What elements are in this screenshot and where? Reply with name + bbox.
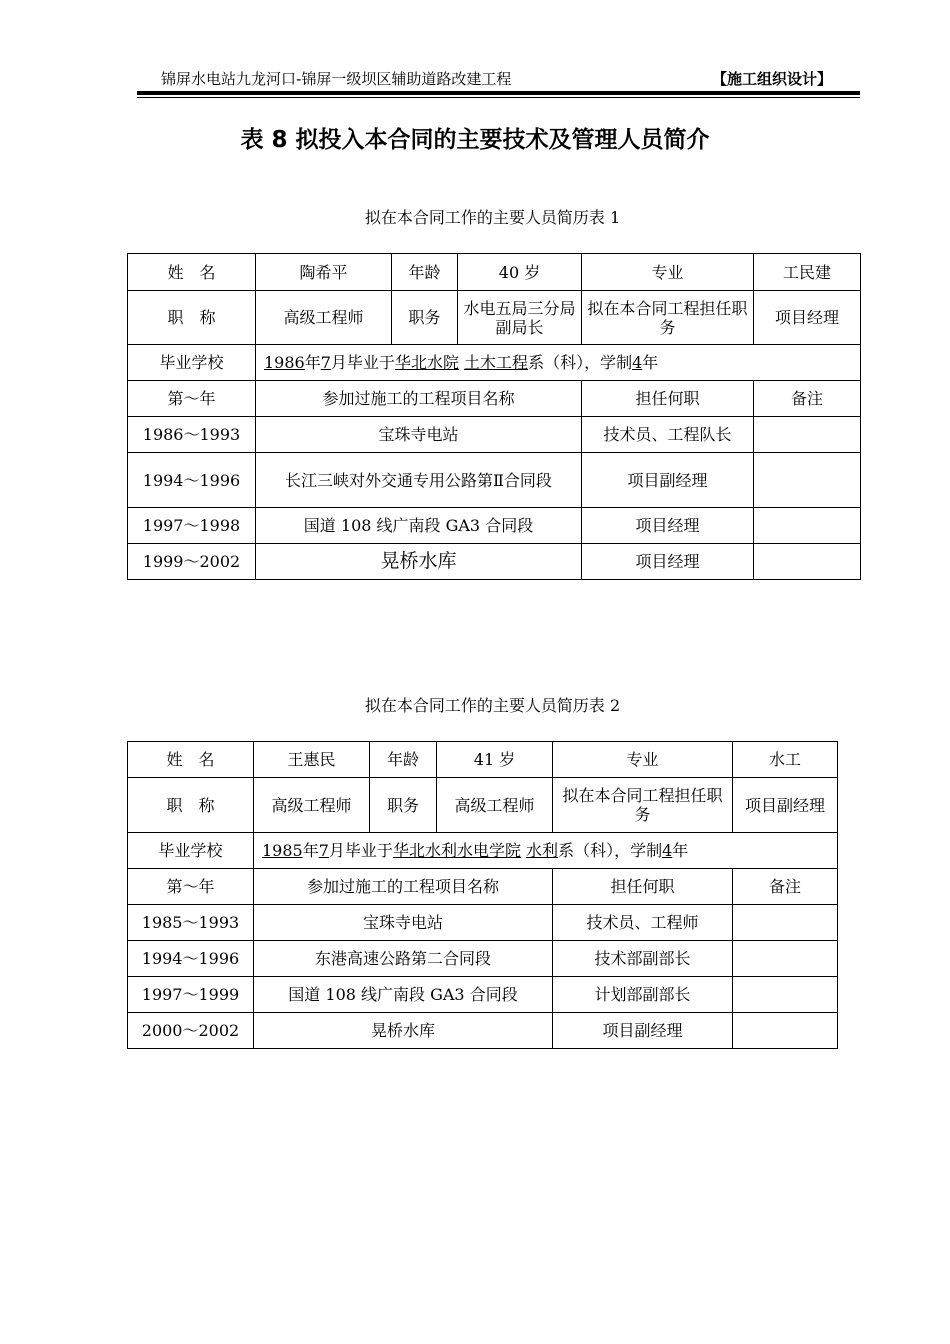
project-cell: 东港高速公路第二合同段 (254, 941, 553, 977)
project-cell: 晃桥水库 (256, 544, 582, 580)
role-cell: 技术员、工程队长 (582, 417, 754, 453)
page-header (137, 66, 860, 90)
table-row (128, 417, 861, 453)
role-header: 担任何职 (553, 869, 733, 905)
table-row (128, 291, 861, 345)
project-cell: 国道 108 线广南段 GA3 合同段 (254, 977, 553, 1013)
major-value: 工民建 (754, 254, 861, 291)
project-cell: 宝珠寺电站 (254, 905, 553, 941)
remark-header: 备注 (733, 869, 838, 905)
department: 土木工程 (464, 353, 529, 372)
title-value: 高级工程师 (256, 291, 392, 345)
planned-post-label: 拟在本合同工程担任职务 (553, 778, 733, 833)
table-row (128, 254, 861, 291)
role-cell: 项目副经理 (582, 453, 754, 508)
table-row (128, 869, 838, 905)
remark-cell (733, 941, 838, 977)
grad-month: 7 (318, 841, 329, 860)
table-row (128, 833, 838, 869)
role-cell: 项目经理 (582, 544, 754, 580)
header-rule-thick (137, 91, 860, 95)
project-cell: 国道 108 线广南段 GA3 合同段 (256, 508, 582, 544)
remark-cell (754, 453, 861, 508)
post-value: 高级工程师 (437, 778, 553, 833)
remark-cell (733, 1013, 838, 1049)
table-row (128, 977, 838, 1013)
remark-cell (733, 905, 838, 941)
project-header: 参加过施工的工程项目名称 (256, 381, 582, 417)
table-row (128, 905, 838, 941)
planned-post-value: 项目经理 (754, 291, 861, 345)
table-row (128, 742, 838, 778)
planned-post-label: 拟在本合同工程担任职务 (582, 291, 754, 345)
page-title: 表 8 拟投入本合同的主要技术及管理人员简介 (240, 127, 710, 153)
study-length: 4 (632, 353, 643, 372)
grad-year: 1986 (264, 353, 305, 372)
grad-year: 1985 (262, 841, 303, 860)
remark-cell (733, 977, 838, 1013)
education-info: 1986年7月毕业于华北水院 土木工程系（科），学制4年 (256, 345, 861, 381)
table-row (128, 453, 861, 508)
major-label: 专业 (582, 254, 754, 291)
role-cell: 计划部副部长 (553, 977, 733, 1013)
period-cell: 1986～1993 (128, 417, 256, 453)
period-cell: 1997～1999 (128, 977, 254, 1013)
table-row (128, 1013, 838, 1049)
name-value: 陶希平 (256, 254, 392, 291)
grad-month: 7 (320, 353, 331, 372)
period-cell: 1994～1996 (128, 941, 254, 977)
role-cell: 项目经理 (582, 508, 754, 544)
header-project-name: 锦屏水电站九龙河口-锦屏一级坝区辅助道路改建工程 (161, 70, 512, 88)
study-length: 4 (662, 841, 673, 860)
major-label: 专业 (553, 742, 733, 778)
table-row (128, 381, 861, 417)
major-value: 水工 (733, 742, 838, 778)
remark-cell (754, 417, 861, 453)
title-label: 职 称 (128, 778, 254, 833)
table-row (128, 941, 838, 977)
table2-caption: 拟在本合同工作的主要人员简历表 2 (364, 696, 621, 715)
project-cell: 长江三峡对外交通专用公路第Ⅱ合同段 (256, 453, 582, 508)
post-value: 水电五局三分局副局长 (458, 291, 582, 345)
resume-table-1 (127, 253, 861, 580)
post-label: 职务 (392, 291, 458, 345)
education-info: 1985年7月毕业于华北水利水电学院 水利系（科），学制4年 (254, 833, 838, 869)
title-label: 职 称 (128, 291, 256, 345)
school-label: 毕业学校 (128, 345, 256, 381)
role-cell: 项目副经理 (553, 1013, 733, 1049)
period-cell: 1994～1996 (128, 453, 256, 508)
age-label: 年龄 (370, 742, 437, 778)
table-row (128, 544, 861, 580)
remark-cell (754, 544, 861, 580)
title-value: 高级工程师 (254, 778, 370, 833)
role-cell: 技术部副部长 (553, 941, 733, 977)
header-section-name: 【施工组织设计】 (711, 70, 832, 88)
project-cell: 宝珠寺电站 (256, 417, 582, 453)
period-cell: 1999～2002 (128, 544, 256, 580)
name-label: 姓 名 (128, 254, 256, 291)
period-header: 第～年 (128, 869, 254, 905)
period-cell: 2000～2002 (128, 1013, 254, 1049)
role-cell: 技术员、工程师 (553, 905, 733, 941)
school-name: 华北水利水电学院 (392, 841, 521, 860)
period-header: 第～年 (128, 381, 256, 417)
period-cell: 1985～1993 (128, 905, 254, 941)
remark-cell (754, 508, 861, 544)
department: 水利 (526, 841, 559, 860)
resume-table-2 (127, 741, 838, 1049)
table-row (128, 778, 838, 833)
age-value: 40 岁 (458, 254, 582, 291)
school-label: 毕业学校 (128, 833, 254, 869)
age-label: 年龄 (392, 254, 458, 291)
project-header: 参加过施工的工程项目名称 (254, 869, 553, 905)
planned-post-value: 项目副经理 (733, 778, 838, 833)
post-label: 职务 (370, 778, 437, 833)
period-cell: 1997～1998 (128, 508, 256, 544)
project-cell: 晃桥水库 (254, 1013, 553, 1049)
table-row (128, 508, 861, 544)
header-rule-thin (137, 97, 860, 98)
name-value: 王惠民 (254, 742, 370, 778)
school-name: 华北水院 (394, 353, 459, 372)
age-value: 41 岁 (437, 742, 553, 778)
role-header: 担任何职 (582, 381, 754, 417)
table-row (128, 345, 861, 381)
remark-header: 备注 (754, 381, 861, 417)
name-label: 姓 名 (128, 742, 254, 778)
table1-caption: 拟在本合同工作的主要人员简历表 1 (364, 208, 621, 227)
